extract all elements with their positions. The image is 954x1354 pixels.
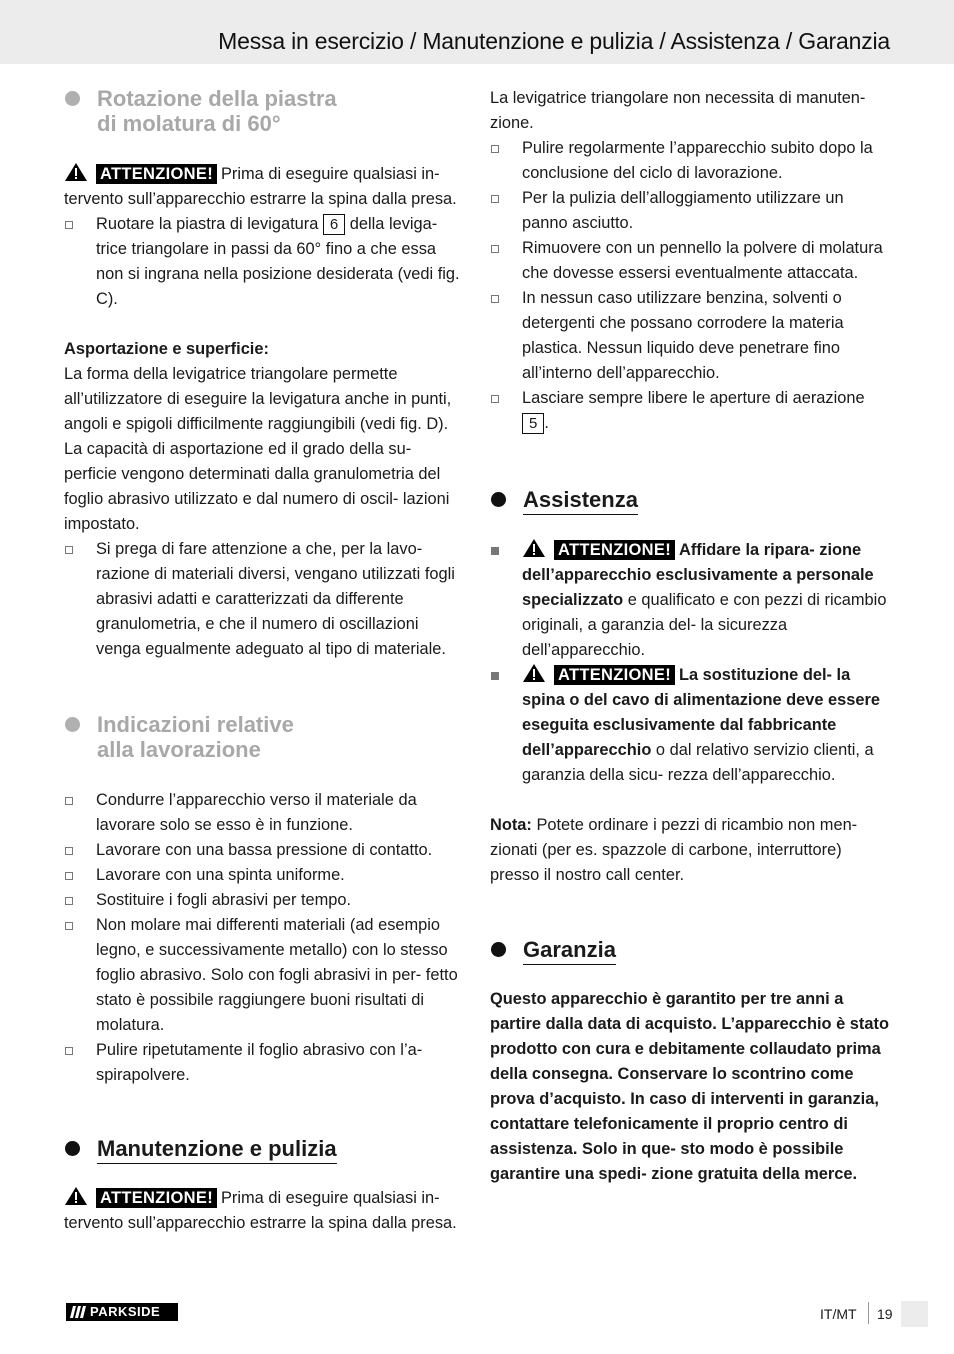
square-bullet-icon xyxy=(491,672,499,680)
bullet-dot-icon xyxy=(65,717,80,732)
bullet-dot-icon xyxy=(491,492,506,507)
list-item: Lavorare con una spinta uniforme. xyxy=(64,863,464,888)
warning-triangle-icon xyxy=(522,663,546,683)
maintenance-intro: La levigatrice triangolare non necessita di manuten- zione. xyxy=(490,89,866,132)
logo-stripes-icon xyxy=(70,1306,86,1318)
bullet-dot-icon xyxy=(65,1141,80,1156)
warning-triangle-icon xyxy=(522,538,546,558)
warning-triangle-icon xyxy=(64,1186,88,1206)
checkbox-bullet-icon xyxy=(491,145,499,153)
page-number: 19 xyxy=(877,1306,893,1322)
removal-title: Asportazione e superficie: xyxy=(64,340,269,358)
warning-text: Prima di eseguire qualsiasi in- tervento sull’apparecchio estrarre la spina dalla presa. xyxy=(64,165,457,208)
part-number-badge: 5 xyxy=(522,413,544,434)
footer-tab-marker xyxy=(901,1301,928,1327)
working-list xyxy=(64,788,464,1088)
checkbox-bullet-icon xyxy=(491,195,499,203)
list-item: ATTENZIONE! Affidare la ripara- zione dell’apparecchio esclusivamente a personale specializzato e qualificato e con pezzi di ricambio originali, a garanzia del- la sicurezza dell’apparecchio. xyxy=(490,538,890,663)
removal-paragraph: La capacità di asportazione ed il grado della su- perficie vengono determinati dalla granulometria del foglio abrasivo utilizzato e dal numero di oscil- lazioni impostato. xyxy=(64,440,450,533)
page-title: Messa in esercizio / Manutenzione e pulizia / Assistenza / Garanzia xyxy=(218,28,890,54)
warning-paragraph xyxy=(64,1186,464,1236)
checkbox-bullet-icon xyxy=(65,221,73,229)
part-number-badge: 6 xyxy=(323,214,345,235)
checkbox-bullet-icon xyxy=(65,922,73,930)
warning-badge: ATTENZIONE! xyxy=(96,164,217,184)
list-item: Ruotare la piastra di levigatura 6 della leviga- trice triangolare in passi da 60° fino a che essa non si ingrana nella posizione desiderata (vedi fig. C). xyxy=(64,212,464,312)
list-item: Si prega di fare attenzione a che, per la lavo- razione di materiali diversi, vengano utilizzati fogli abrasivi adatti e caratterizzati da differente granulometria, e che il numero di oscillazioni venga egualmente adeguato al tipo di materiale. xyxy=(64,537,464,662)
checkbox-bullet-icon xyxy=(65,546,73,554)
removal-paragraph: La forma della levigatrice triangolare permette all’utilizzatore di eseguire la levigatura anche in punti, angoli e spigoli difficilmente raggiungibili (vedi fig. D). xyxy=(64,365,452,433)
section-heading-rotation: Rotazione della piastra di molatura di 60° xyxy=(64,86,464,136)
list-item: ATTENZIONE! La sostituzione del- la spina o del cavo di alimentazione deve essere eseguita esclusivamente dal fabbricante dell’apparecchio o dal relativo servizio clienti, a garanzia della sicu- rezza dell’apparecchio. xyxy=(490,663,890,788)
section-heading-maintenance: Manutenzione e pulizia xyxy=(64,1136,464,1161)
list-item: Lasciare sempre libere le aperture di aerazione 5 . xyxy=(490,386,890,436)
footer-divider xyxy=(868,1302,869,1324)
list-item: Pulire ripetutamente il foglio abrasivo con l’a- spirapolvere. xyxy=(64,1038,464,1088)
warning-badge: ATTENZIONE! xyxy=(554,540,675,560)
left-column xyxy=(64,86,464,1236)
list-item: Lavorare con una bassa pressione di contatto. xyxy=(64,838,464,863)
checkbox-bullet-icon xyxy=(65,1047,73,1055)
section-heading-working: Indicazioni relative alla lavorazione xyxy=(64,712,464,762)
list-item: Pulire regolarmente l’apparecchio subito dopo la conclusione del ciclo di lavorazione. xyxy=(490,136,890,186)
list-item: Rimuovere con un pennello la polvere di molatura che dovesse essersi eventualmente attaccata. xyxy=(490,236,890,286)
checkbox-bullet-icon xyxy=(491,295,499,303)
note-paragraph: Nota: Potete ordinare i pezzi di ricambio non men- zionati (per es. spazzole di carbone, interruttore) presso il nostro call center. xyxy=(490,816,858,884)
warning-paragraph xyxy=(64,162,464,212)
right-column xyxy=(490,86,890,1187)
warranty-paragraph: Questo apparecchio è garantito per tre anni a partire dalla data di acquisto. L’apparecchio è stato prodotto con cura e debitamente collaudato prima della consegna. Conservare lo scontrino come prova d’acquisto. In caso di interventi in garanzia, contattare telefonicamente il proprio centro di assistenza. Solo in que- sto modo è possibile garantire una spedi- zione gratuita della merce. xyxy=(490,990,889,1183)
bullet-dot-icon xyxy=(65,91,80,106)
checkbox-bullet-icon xyxy=(65,847,73,855)
warning-text: Prima di eseguire qualsiasi in- tervento sull’apparecchio estrarre la spina dalla presa. xyxy=(64,1189,457,1232)
section-heading-warranty: Garanzia xyxy=(490,937,890,962)
warning-triangle-icon xyxy=(64,162,88,182)
checkbox-bullet-icon xyxy=(65,872,73,880)
page-header xyxy=(0,0,954,64)
square-bullet-icon xyxy=(491,547,499,555)
warning-badge: ATTENZIONE! xyxy=(554,665,675,685)
section-heading-assistance: Assistenza xyxy=(490,487,890,512)
brand-logo: PARKSIDE xyxy=(66,1303,178,1321)
checkbox-bullet-icon xyxy=(65,897,73,905)
bullet-dot-icon xyxy=(491,942,506,957)
list-item: Sostituire i fogli abrasivi per tempo. xyxy=(64,888,464,913)
language-code: IT/MT xyxy=(820,1306,857,1322)
warning-badge: ATTENZIONE! xyxy=(96,1188,217,1208)
list-item: In nessun caso utilizzare benzina, solventi o detergenti che possano corrodere la materia plastica. Nessun liquido deve penetrare fino all’interno dell’apparecchio. xyxy=(490,286,890,386)
checkbox-bullet-icon xyxy=(491,245,499,253)
list-item: Condurre l’apparecchio verso il materiale da lavorare solo se esso è in funzione. xyxy=(64,788,464,838)
checkbox-bullet-icon xyxy=(491,395,499,403)
checkbox-bullet-icon xyxy=(65,797,73,805)
list-item: Non molare mai differenti materiali (ad esempio legno, e successivamente metallo) con lo stesso foglio abrasivo. Solo con fogli abrasivi in per- fetto stato è possibile raggiungere buoni risultati di molatura. xyxy=(64,913,464,1038)
list-item: Per la pulizia dell’alloggiamento utilizzare un panno asciutto. xyxy=(490,186,890,236)
